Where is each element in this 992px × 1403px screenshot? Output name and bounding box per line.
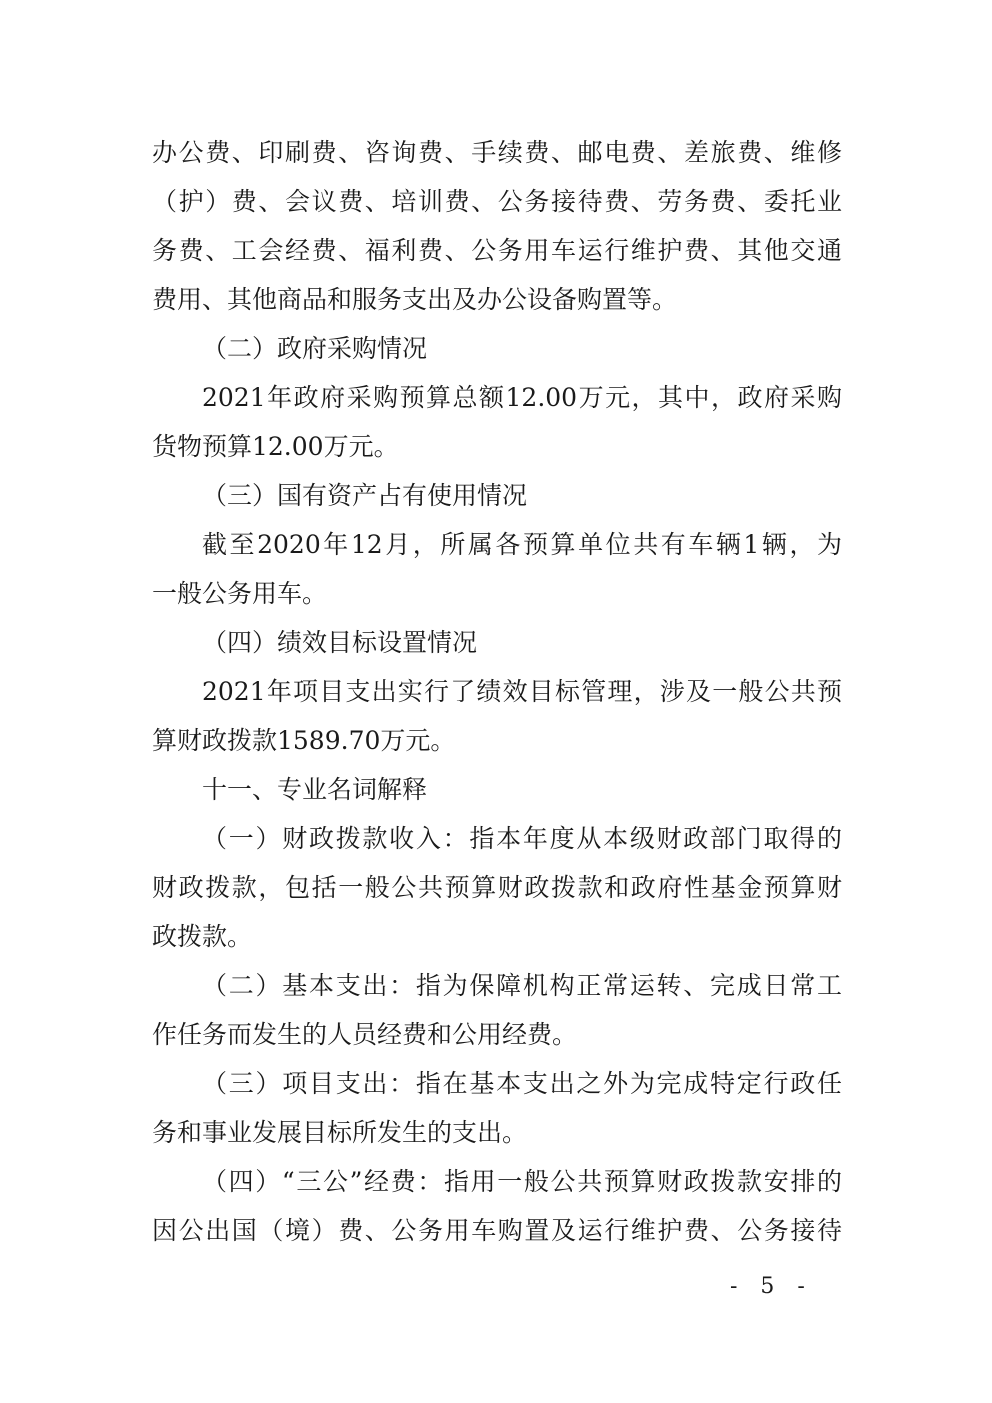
paragraph-line: 作任务而发生的人员经费和公用经费。 — [152, 1020, 578, 1049]
paragraph-line: 政拨款。 — [152, 922, 253, 951]
paragraph-line: （一）财政拨款收入：指本年度从本级财政部门取得的 — [202, 824, 842, 853]
paragraph-line: （三）项目支出：指在基本支出之外为完成特定行政任 — [202, 1069, 842, 1098]
paragraph-line: 财政拨款，包括一般公共预算财政拨款和政府性基金预算财 — [152, 873, 842, 902]
paragraph-line: 办公费、印刷费、咨询费、手续费、邮电费、差旅费、维修 — [152, 138, 842, 167]
paragraph-line: 因公出国（境）费、公务用车购置及运行维护费、公务接待 — [152, 1216, 842, 1245]
page-number: - 5 - — [730, 1274, 813, 1299]
paragraph-line: 2021年项目支出实行了绩效目标管理，涉及一般公共预 — [202, 677, 842, 706]
section-heading: （三）国有资产占有使用情况 — [202, 481, 528, 510]
paragraph-line: 算财政拨款1589.70万元。 — [152, 726, 456, 755]
paragraph-line: （护）费、会议费、培训费、公务接待费、劳务费、委托业 — [152, 187, 842, 216]
paragraph-line: 费用、其他商品和服务支出及办公设备购置等。 — [152, 285, 678, 314]
paragraph-line: 一般公务用车。 — [152, 579, 328, 608]
paragraph-line: 货物预算12.00万元。 — [152, 432, 399, 461]
paragraph-line: 2021年政府采购预算总额12.00万元，其中，政府采购 — [202, 383, 842, 412]
paragraph-line: （四）“三公”经费：指用一般公共预算财政拨款安排的 — [202, 1167, 842, 1196]
paragraph-line: （二）基本支出：指为保障机构正常运转、完成日常工 — [202, 971, 842, 1000]
paragraph-line: 务费、工会经费、福利费、公务用车运行维护费、其他交通 — [152, 236, 842, 265]
paragraph-line: 截至2020年12月，所属各预算单位共有车辆1辆，为 — [202, 530, 842, 559]
chapter-heading: 十一、专业名词解释 — [202, 775, 428, 804]
paragraph-line: 务和事业发展目标所发生的支出。 — [152, 1118, 528, 1147]
section-heading: （二）政府采购情况 — [202, 334, 428, 363]
document-body — [152, 128, 842, 1255]
section-heading: （四）绩效目标设置情况 — [202, 628, 478, 657]
